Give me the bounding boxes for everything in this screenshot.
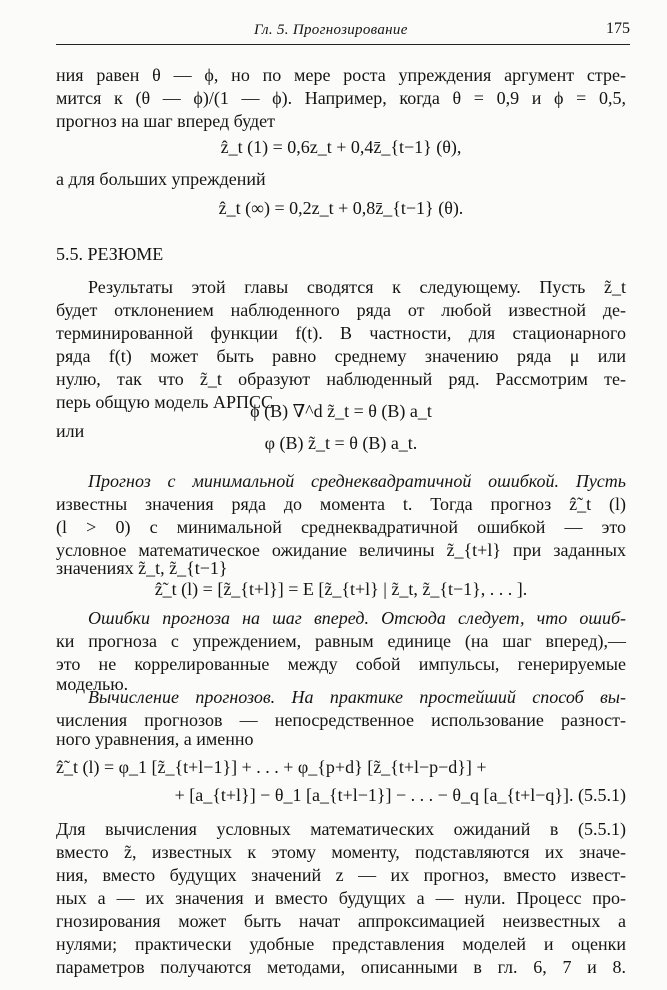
formula: ẑ̃_t (l) = φ_1 [z̃_{t+l−1}] + . . . + φ_{p+d} [z̃_{t+l−p−d}] +	[56, 757, 487, 777]
text-line: условное математическое ожидание величины z̃_{t+l} при заданных	[56, 540, 626, 560]
text-line	[56, 470, 626, 492]
text-line: мится к (θ — ϕ)/(1 — ϕ). Например, когда θ = 0,9 и ϕ = 0,5,	[56, 88, 626, 108]
text-line: ния равен θ — ϕ, но по мере роста упреждения аргумент стре-	[56, 65, 626, 85]
text-line: ных a — их значения и вместо будущих a — нули. Процесс про-	[56, 888, 626, 908]
text-line: ряда f(t) может быть равно среднему значению ряда μ или	[56, 346, 626, 366]
page-header	[56, 14, 630, 44]
text-line: ния, вместо будущих значений z — их прогноз, вместо извест-	[56, 865, 626, 885]
text-line: ки прогноза с упреждением, равным единице (на шаг вперед),—	[56, 631, 626, 651]
text-line: числения прогнозов — непосредственное использование разност-	[56, 710, 626, 730]
text-line: значениях z̃_t, z̃_{t−1}	[56, 558, 228, 578]
run-in-heading: Вычисление прогнозов. На практике простейший способ вы-	[88, 687, 626, 707]
text-line	[56, 686, 626, 708]
text-line: Для вычисления условных математических ожиданий в (5.5.1)	[56, 819, 626, 839]
text-line: вместо z̃, известных к этому моменту, подставляются их значе-	[56, 842, 626, 862]
formula: ϕ (B) ∇^d z̃_t = θ (B) a_t	[250, 401, 432, 421]
text-line: это не коррелированные между собой импульсы, генерируемые	[56, 654, 626, 674]
text-line: ного уравнения, а именно	[56, 729, 254, 749]
section-heading: 5.5. РЕЗЮМЕ	[56, 244, 164, 264]
page-number: 175	[606, 20, 630, 37]
text-line: или	[56, 421, 85, 441]
formula: ẑ̃_t (l) = [z̃_{t+l}] = E [z̃_{t+l} | z̃_t, z̃_{t−1}, . . . ].	[154, 579, 528, 599]
text-line: моделью.	[56, 674, 129, 694]
formula: + [a_{t+l}] − θ_1 [a_{t+l−1}] − . . . − θ_q [a_{t+l−q}]. (5.5.1)	[174, 785, 626, 805]
text-line: будет отклонением наблюденного ряда от любой известной де-	[56, 300, 626, 320]
text-line: гнозирования может быть начат аппроксимацией неизвестных a	[56, 911, 626, 931]
text-line: (l > 0) с минимальной среднеквадратичной ошибкой — это	[56, 517, 626, 537]
text-line: известны значения ряда до момента t. Тогда прогноз ẑ̃_t (l)	[56, 494, 626, 514]
formula: ẑ_t (1) = 0,6z_t + 0,4z̄_{t−1} (θ),	[220, 137, 462, 157]
text-line: параметров получаются методами, описанными в гл. 6, 7 и 8.	[56, 957, 626, 977]
text-line	[56, 607, 626, 629]
formula: φ (B) z̃_t = θ (B) a_t.	[264, 433, 418, 453]
running-title: Гл. 5. Прогнозирование	[254, 22, 408, 38]
run-in-heading: Прогноз с минимальной среднеквадратичной ошибкой. Пусть	[88, 471, 626, 491]
text-line: перь общую модель АРПСС	[56, 392, 274, 412]
text-line: терминированной функции f(t). В частности, для стационарного	[56, 323, 626, 343]
formula: ẑ_t (∞) = 0,2z_t + 0,8z̄_{t−1} (θ).	[218, 198, 464, 218]
text-line: а для больших упреждений	[56, 169, 266, 189]
text-line: нулю, так что z̃_t образуют наблюденный ряд. Рассмотрим те-	[56, 369, 626, 389]
run-in-heading: Ошибки прогноза на шаг вперед. Отсюда следует, что ошиб-	[88, 608, 626, 628]
text-line: Результаты этой главы сводятся к следующему. Пусть z̃_t	[88, 277, 626, 297]
text-line: прогноз на шаг вперед будет	[56, 111, 275, 131]
text-line: нулями; практически удобные представления моделей и оценки	[56, 934, 626, 954]
header-rule	[56, 44, 630, 45]
